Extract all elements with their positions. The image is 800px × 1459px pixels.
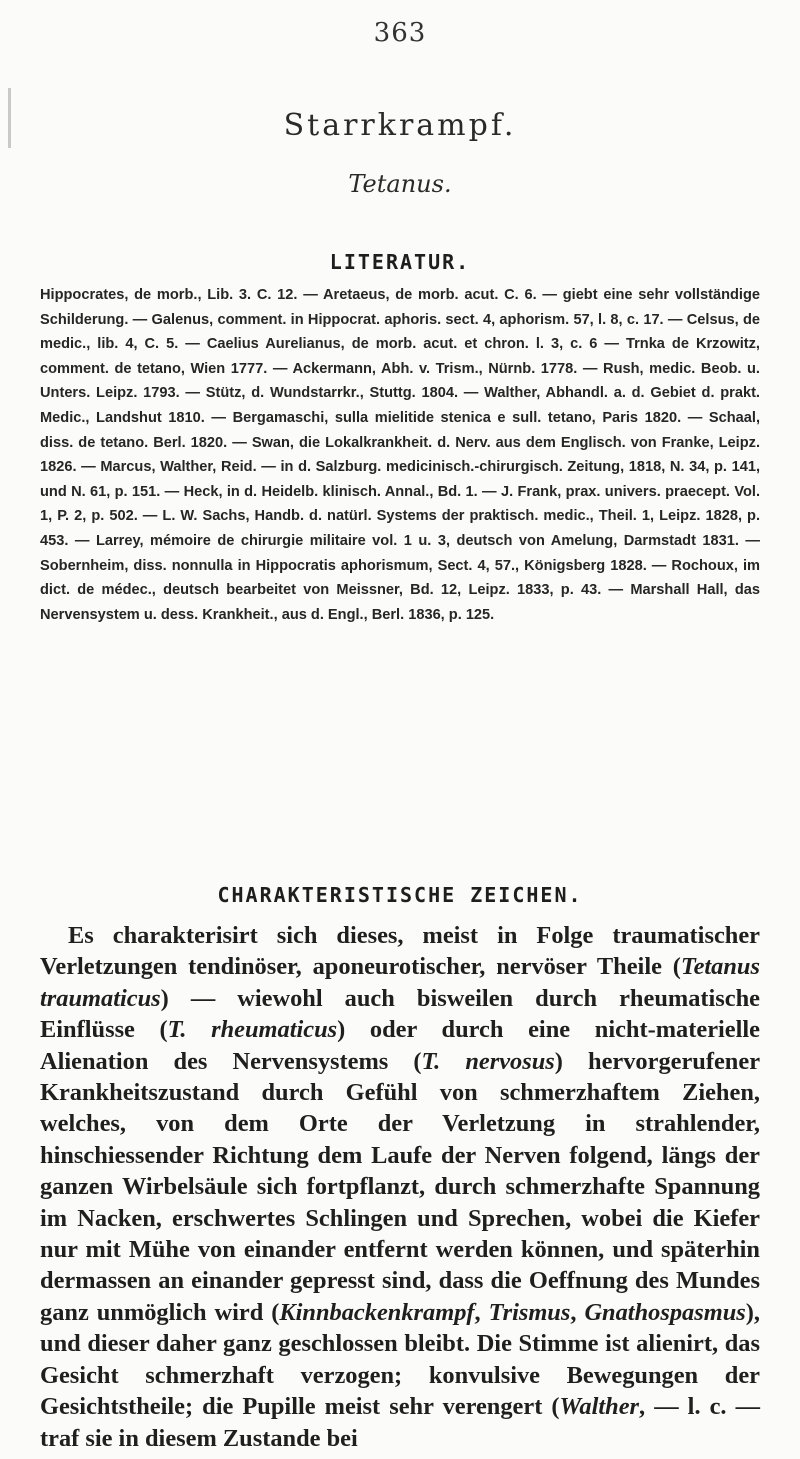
characteristics-paragraph <box>40 920 760 1454</box>
page-number: 363 <box>373 18 427 48</box>
italic-term: T. nervosus <box>421 1047 555 1075</box>
literature-text: Hippocrates, de morb., Lib. 3. C. 12. — Aretaeus, de morb. acut. C. 6. — giebt eine sehr vollständige Schilderung. — Galenus, comment. in Hippocrat. aphoris. sect. 4, aphorism. 57, l. 8, c. 17. — Celsus, de medic., lib. 4, C. 5. — Caelius Aurelianus, de morb. acut. et chron. l. 3, c. 6 — Trnka de Krzowitz, comment. de tetano, Wien 1777. — Ackermann, Abh. v. Trism., Nürnb. 1778. — Rush, medic. Beob. u. Unters. Leipz. 1793. — Stütz, d. Wundstarrkr., Stuttg. 1804. — Walther, Abhandl. a. d. Gebiet d. prakt. Medic., Landshut 1810. — Bergamaschi, sulla mielitide stenica e sull. tetano, Paris 1820. — Schaal, diss. de tetano. Berl. 1820. — Swan, die Lokalkrankheit. d. Nerv. aus dem Englisch. von Franke, Leipz. 1826. — Marcus, Walther, Reid. — in d. Salzburg. medicinisch.-chirurgisch. Zeitung, 1818, N. 34, p. 141, und N. 61, p. 151. — Heck, in d. Heidelb. klinisch. Annal., Bd. 1. — J. Frank, prax. univers. praecept. Vol. 1, P. 2, p. 502. — L. W. Sachs, Handb. d. natürl. Systems der praktisch. medic., Theil. 1, Leipz. 1828, p. 453. — Larrey, mémoire de chirurgie militaire vol. 1 u. 3, deutsch von Amelung, Darmstadt 1831. — Sobernheim, diss. nonnulla in Hippocratis aphorismum, Sect. 4, 57., Königsberg 1828. — Rochoux, im dict. de médec., deutsch bearbeitet von Meissner, Bd. 12, Leipz. 1833, p. 43. — Marshall Hall, das Nervensystem u. dess. Krankheit., aus d. Engl., Berl. 1836, p. 125. <box>40 287 760 623</box>
italic-term: Trismus <box>488 1298 571 1326</box>
literature-list <box>40 283 760 627</box>
italic-term: Walther <box>559 1393 640 1421</box>
italic-term: Kinnbackenkrampf <box>279 1298 475 1326</box>
text-run: ) — wiewohl auch bisweilen durch rheumatische Einflüsse ( <box>40 984 760 1044</box>
text-run: ), und dieser daher ganz geschlossen bleibt. Die Stimme ist alienirt, das Gesicht schmerzhaft verzogen; konvulsive Bewegungen der Gesichtstheile; die Pupille meist sehr verengert ( <box>40 1298 760 1421</box>
italic-term: Tetanus traumaticus <box>40 953 760 1012</box>
characteristics-heading: CHARAKTERISTISCHE ZEICHEN. <box>217 883 583 907</box>
text-run: ) oder durch eine nicht-materielle Alienation des Nervensystems ( <box>40 1016 760 1075</box>
literature-heading: LITERATUR. <box>329 250 471 274</box>
text-run: Es charakterisirt sich dieses, meist in Folge traumatischer Verletzungen tendinöser, aponeurotischer, nervöser Theile ( <box>40 922 760 981</box>
italic-term: T. rheumaticus <box>167 1016 338 1044</box>
text-run: ) hervorgerufener Krankheitszustand durch Gefühl von schmerzhaftem Ziehen, welches, von dem Orte der Verletzung in strahlender, hinschiessender Richtung dem Laufe der Nerven folgend, längs der ganzen Wirbelsäule sich fortpflanzt, durch schmerzhafte Spannung im Nacken, erschwertes Schlingen und Sprechen, wobei die Kiefer nur mit Mühe von einander entfernt werden können, und späterhin dermassen an einander gepresst sind, dass die Oeffnung des Mundes ganz unmöglich wird ( <box>40 1047 761 1326</box>
text-run: , <box>570 1298 585 1326</box>
text-run: , — l. c. — traf sie in diesem Zustande bei <box>40 1393 760 1452</box>
chapter-title: Starrkrampf. <box>283 108 517 143</box>
characteristics-text <box>40 920 760 1454</box>
text-run: , <box>474 1298 489 1326</box>
italic-term: Gnathospasmus <box>584 1298 746 1326</box>
chapter-subtitle: Tetanus. <box>348 170 452 198</box>
